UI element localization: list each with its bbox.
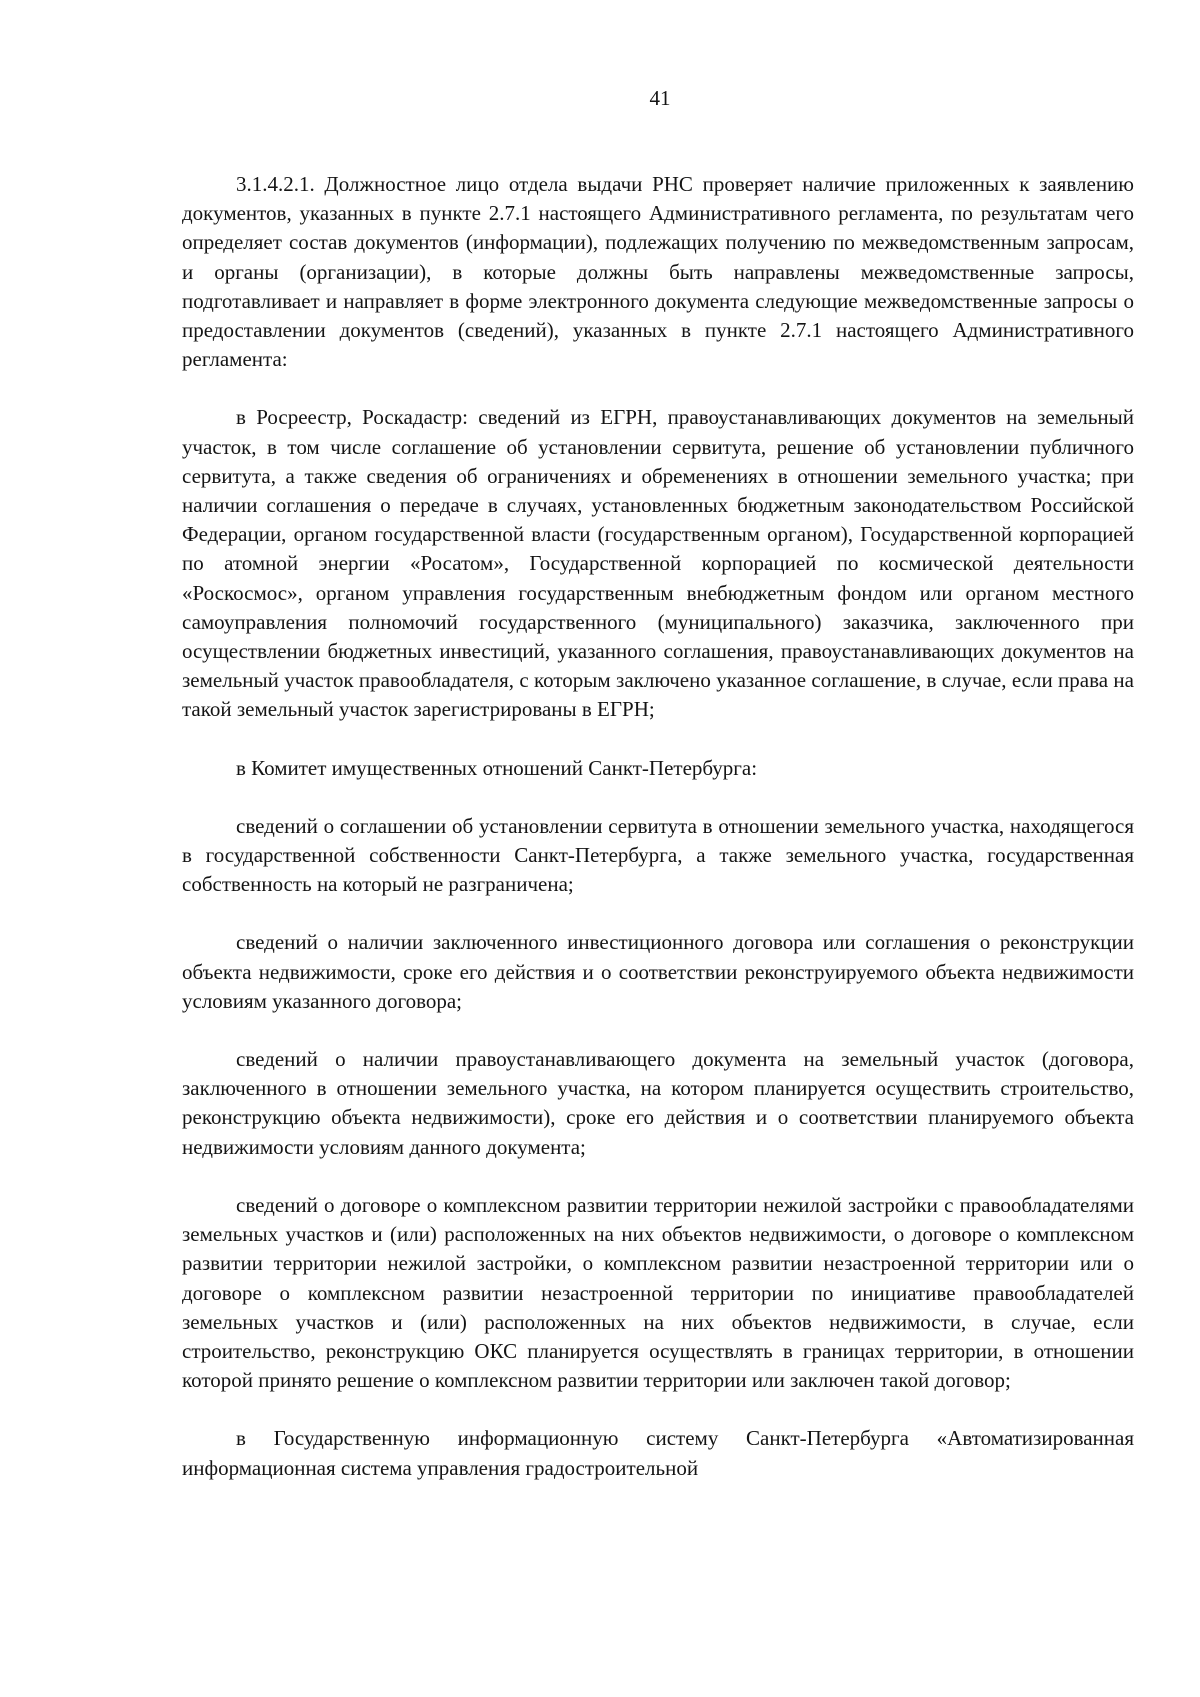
paragraph-property-committee-request: в Комитет имущественных отношений Санкт-Петербурга:: [236, 755, 758, 780]
paragraph-3-1-4-2-1: 3.1.4.2.1. Должностное лицо отдела выдачи РНС проверяет наличие приложенных к заявлению документов, указанных в пункте 2.7.1 настоящего Административного регламента, по результатам чего определяет состав документов (информации), подлежащих получению по межведомственным запросам, и органы (организации), в которые должны быть направлены межведомственные запросы, подготавливает и направляет в форме электронного документа следующие межведомственные запросы о предоставлении документов (сведений), указанных в пункте 2.7.1 настоящего Административного регламента:: [182, 172, 1134, 372]
paragraph-territory-development: сведений о договоре о комплексном развитии территории нежилой застройки с правообладателями земельных участков и (или) расположенных на них объектов недвижимости, о договоре о комплексном развитии территории нежилой застройки, о комплексном развитии незастроенной территории или о договоре о комплексном развитии незастроенной территории по инициативе правообладателей земельных участков и (или) расположенных на них объектов недвижимости, в случае, если строительство, реконструкцию ОКС планируется осуществлять в границах территории, в отношении которой принято решение о комплексном развитии территории или заключен такой договор;: [182, 1192, 1134, 1393]
paragraph-rosreestr-request: в Росреестр, Роскадастр: сведений из ЕГРН, правоустанавливающих документов на земельный участок, в том числе соглашение об установлении сервитута, решение об установлении публичного сервитута, а также сведения об ограничениях и обременениях в отношении земельного участка; при наличии соглашения о передаче в случаях, установленных бюджетным законодательством Российской Федерации, органом государственной власти (государственным органом), Государственной корпорацией по атомной энергии «Росатом», Государственной корпорацией по космической деятельности «Роскосмос», органом управления государственным внебюджетным фондом или органом местного самоуправления полномочий государственного (муниципального) заказчика, заключенного при осуществлении бюджетных инвестиций, указанного соглашения, правоустанавливающих документов на земельный участок правообладателя, с которым заключено указанное соглашение, в случае, если права на такой земельный участок зарегистрированы в ЕГРН;: [182, 405, 1134, 722]
document-body: [182, 170, 1134, 1483]
paragraph-title-document: сведений о наличии правоустанавливающего документа на земельный участок (договора, заключенного в отношении земельного участка, на котором планируется осуществить строительство, реконструкцию объекта недвижимости), сроке его действия и о соответствии планируемого объекта недвижимости условиям данного документа;: [182, 1047, 1134, 1159]
paragraph-investment-contract: сведений о наличии заключенного инвестиционного договора или соглашения о реконструкции объекта недвижимости, сроке его действия и о соответствии реконструируемого объекта недвижимости условиям указанного договора;: [182, 930, 1134, 1013]
page-number: 41: [649, 86, 671, 110]
paragraph-servitude-agreement: сведений о соглашении об установлении сервитута в отношении земельного участка, находящегося в государственной собственности Санкт-Петербурга, а также земельного участка, государственная собственность на который не разграничена;: [182, 813, 1134, 897]
paragraph-state-information-system: в Государственную информационную систему Санкт-Петербурга «Автоматизированная информационная система управления градостроительной: [182, 1426, 1134, 1480]
